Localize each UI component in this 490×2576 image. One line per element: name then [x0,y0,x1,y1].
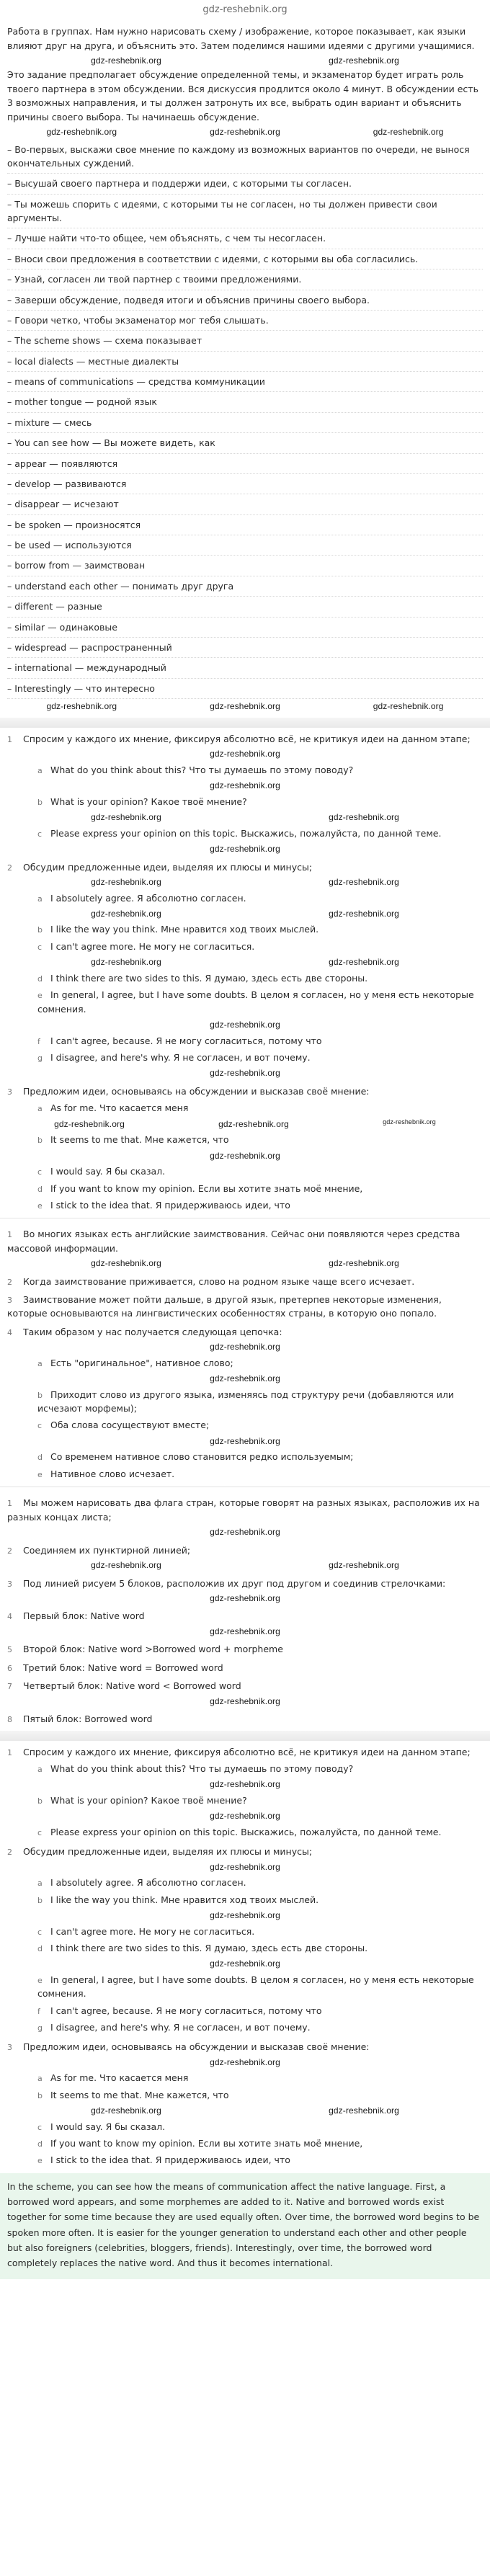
phrase-2c: I can't agree more. Не могу не согласиться. [50,940,255,952]
statement-1: Во многих языках есть английские заимствования. Сейчас они появляются через средства массовой информации. [7,1229,460,1254]
watermark: gdz-reshebnik.org [210,1373,280,1384]
watermark: gdz-reshebnik.org [210,1626,280,1636]
drawing-step-4: Первый блок: Native word [23,1610,145,1622]
drawing-step-2: Соединяем их пунктирной линией; [23,1544,191,1556]
phrase-2e: In general, I agree, but I have some doubts. В целом я согласен, но у меня есть некоторые сомнения. [37,1974,474,2000]
phrase-3b: It seems to me that. Мне кажется, что [50,2089,229,2100]
watermark: gdz-reshebnik.org [54,1118,125,1129]
task-2: Обсудим предложенные идеи, выделяя их плюсы и минусы; [23,1846,313,1858]
statement-2: Когда заимствование приживается, слово на родном языке чаще всего исчезает. [23,1275,415,1287]
list-item: – borrow from — заимствован [7,556,483,576]
watermark: gdz-reshebnik.org [329,1258,399,1269]
watermark: gdz-reshebnik.org [210,1909,280,1920]
watermark: gdz-reshebnik.org [210,1150,280,1161]
phrase-1b: What is your opinion? Какое твоё мнение? [50,1794,247,1806]
phrase-2d: I think there are two sides to this. Я думаю, здесь есть две стороны. [50,1942,368,1953]
watermark: gdz-reshebnik.org [329,957,399,968]
statement-3: Заимствование может пойти дальше, в другой язык, претерпев некоторые изменения, которые основываются на лингвистических особенностях страны, в которую оно попало. [7,1294,442,1319]
watermark: gdz-reshebnik.org [91,908,161,919]
list-item: – Заверши обсуждение, подведя итоги и объяснив причины своего выбора. [7,290,483,311]
task-1: Спросим у каждого их мнение, фиксируя абсолютно всё, не критикуя идеи на данном этапе; [23,733,471,744]
watermark: gdz-reshebnik.org [91,957,161,968]
phrase-3e: I stick to the idea that. Я придерживаюсь идеи, что [50,1199,290,1211]
phrase-2b: I like the way you think. Мне нравится ход твоих мыслей. [50,1894,319,1905]
watermark: gdz-reshebnik.org [210,1695,280,1706]
list-item: – Высушай своего партнера и поддержи идеи, с которыми ты согласен. [7,174,483,194]
phrase-1c: Please express your opinion on this topic. Выскажись, пожалуйста, по данной теме. [50,1826,442,1837]
site-link[interactable]: gdz-reshebnik.org [202,4,288,15]
phrase-2d: I think there are two sides to this. Я думаю, здесь есть две стороны. [50,972,368,984]
watermark: gdz-reshebnik.org [210,1435,280,1446]
phrase-2g: I disagree, and here's why. Я не согласен, и вот почему. [50,1051,311,1063]
list-item: – mixture — смесь [7,413,483,433]
watermark: gdz-reshebnik.org [210,1068,280,1079]
watermark: gdz-reshebnik.org [218,1118,289,1129]
list-item: – appear — появляются [7,454,483,474]
list-item: – be used — используются [7,535,483,556]
list-item: – Interestingly — что интересно [7,679,483,699]
watermark: gdz-reshebnik.org [210,1019,280,1030]
watermark: gdz-reshebnik.org [329,55,399,66]
phrase-1a: What do you think about this? Что ты думаешь по этому поводу? [50,764,354,775]
intro-task: Работа в группах. Нам нужно нарисовать схему / изображение, которое показывает, как языки влияют друг на друга, и объяснить это. Затем поделимся нашими идеями с другими учащимися. [7,26,475,51]
list-item: – Вноси свои предложения в соответствии с идеями, с которыми вы оба согласились. [7,249,483,269]
watermark: gdz-reshebnik.org [91,1559,161,1570]
drawing-step-6: Третий блок: Native word = Borrowed word [23,1662,223,1673]
watermark: gdz-reshebnik.org [46,701,117,712]
phrase-2g: I disagree, and here's why. Я не согласен, и вот почему. [50,2022,311,2033]
list-item: – international — международный [7,658,483,678]
watermark: gdz-reshebnik.org [210,1811,280,1822]
chain-b: Приходит слово из другого языка, изменяясь под структуру речи (добавляются или исчезают морфемы); [37,1389,455,1414]
drawing-step-7: Четвертый блок: Native word < Borrowed word [23,1680,241,1692]
list-item: – develop — развиваются [7,474,483,494]
drawing-step-5: Второй блок: Native word >Borrowed word + morpheme [23,1644,283,1655]
phrase-3c: I would say. Я бы сказал. [50,1166,166,1177]
watermark: gdz-reshebnik.org [91,1258,161,1269]
watermark: gdz-reshebnik.org [210,1526,280,1537]
phrase-3d: If you want to know my opinion. Если вы хотите знать моё мнение, [50,1182,363,1194]
watermark: gdz-reshebnik.org [210,1342,280,1352]
watermark: gdz-reshebnik.org [46,126,117,137]
section-divider [0,718,490,728]
phrase-1a: What do you think about this? Что ты думаешь по этому поводу? [50,1762,354,1774]
list-item: – mother tongue — родной язык [7,392,483,412]
watermark: gdz-reshebnik.org [91,55,161,66]
phrase-2f: I can't agree, because. Я не могу согласиться, потому что [50,1035,322,1046]
watermark: gdz-reshebnik.org [329,1559,399,1570]
task-1: Спросим у каждого их мнение, фиксируя абсолютно всё, не критикуя идеи на данном этапе; [23,1746,471,1757]
watermark: gdz-reshebnik.org [329,908,399,919]
borrowing-explanation: 1 Во многих языках есть английские заимствования. Сейчас они появляются через средства массовой информации. gdz-reshebnik.org gdz-reshebnik.org 2 Когда заимствование приживается, слово на родном языке чаще всего исчезает. 3 Заимствование может пойти дальше, в другой язык, претерпев некоторые изменения, которые основываются на лингвистических особенностях страны, в которую оно попало. 4 Таким образом у нас получается следующая цепочка: gdz-reshebnik.org a Есть "оригинальное", нативное слово; gdz-reshebnik.org b Приходит слово из другого языка, изменяясь под структуру речи (добавляются или исчезают морфемы); c Оба слова сосуществуют вместе; gdz-reshebnik.org d Со временем нативное слово становится редко используемым; e Нативное слово исчезает. [0,1218,490,1482]
watermark: gdz-reshebnik.org [91,811,161,822]
list-item: – means of communications — средства коммуникации [7,372,483,392]
watermark: gdz-reshebnik.org [91,2105,161,2116]
phrase-1b: What is your opinion? Какое твоё мнение? [50,795,247,807]
list-item: – widespread — распространенный [7,638,483,658]
chain-c: Оба слова сосуществуют вместе; [50,1420,210,1431]
phrase-2a: I absolutely agree. Я абсолютно согласен. [50,1877,246,1889]
phrase-3a: As for me. Что касается меня [50,2072,189,2084]
list-item: – similar — одинаковые [7,618,483,638]
watermark: gdz-reshebnik.org [210,126,280,137]
chain-a: Есть "оригинальное", нативное слово; [50,1357,233,1368]
phrase-3c: I would say. Я бы сказал. [50,2121,166,2132]
drawing-step-3: Под линией рисуем 5 блоков, расположив их друг под другом и соединив стрелочками: [23,1577,446,1589]
drawing-step-1: Мы можем нарисовать два флага стран, которые говорят на разных языках, расположив их на разных концах листа; [7,1497,480,1523]
phrase-3d: If you want to know my opinion. Если вы хотите знать моё мнение, [50,2138,363,2149]
phrase-3e: I stick to the idea that. Я придерживаюсь идеи, что [50,2154,290,2166]
watermark: gdz-reshebnik.org [210,1592,280,1603]
phrase-2f: I can't agree, because. Я не могу согласиться, потому что [50,2005,322,2016]
watermark: gdz-reshebnik.org [329,811,399,822]
drawing-instructions: 1 Мы можем нарисовать два флага стран, которые говорят на разных языках, расположив их на разных концах листа; gdz-reshebnik.org 2 Соединяем их пунктирной линией; gdz-reshebnik.org gdz-reshebnik.org 3 Под линией рисуем 5 блоков, расположив их друг под другом и соединив стрелочками: gdz-reshebnik.org 4 Первый блок: Native word gdz-reshebnik.org 5 Второй блок: Native word >Borrowed word + morpheme 6 Третий блок: Native word = Borrowed word 7 Четвертый блок: Native word < Borrowed word gdz-reshebnik.org 8 Пятый блок: Borrowed word [0,1487,490,1726]
list-item: – You can see how — Вы можете видеть, как [7,433,483,453]
list-item: – The scheme shows — схема показывает [7,331,483,351]
task-3: Предложим идеи, основываясь на обсуждении и высказав своё мнение: [23,1085,370,1097]
list-item: – Говори четко, чтобы экзаменатор мог тебя слышать. [7,311,483,331]
section-divider [0,1731,490,1741]
list-item: – Ты можешь спорить с идеями, с которыми ты не согласен, но ты должен привести свои аргументы. [7,195,483,229]
phrase-2e: In general, I agree, but I have some doubts. В целом я согласен, но у меня есть некоторые сомнения. [37,989,474,1015]
list-item: – be spoken — произносятся [7,515,483,535]
watermark: gdz-reshebnik.org [210,1779,280,1790]
watermark: gdz-reshebnik.org [210,780,280,791]
phrase-2b: I like the way you think. Мне нравится ход твоих мыслей. [50,924,319,935]
discussion-phrases-repeat: 1 Спросим у каждого их мнение, фиксируя абсолютно всё, не критикуя идеи на данном этапе; a What do you think about this? Что ты думаешь по этому поводу? gdz-reshebnik.org b What is your opinion? Какое твоё мнение? gdz-reshebnik.org c Please express your opinion on this topic. Выскажись, пожалуйста, по данной теме. 2 Обсудим предложенные идеи, выделяя их плюсы и минусы; gdz-reshebnik.org a I absolutely agree. Я абсолютно согласен. b I like the way you think. Мне нравится ход твоих мыслей. gdz-reshebnik.org c I can't agree more. Не могу не согласиться. d I think there are two sides to this. Я думаю, здесь есть две стороны. gdz-reshebnik.org e In general, I agree, but I have some doubts. В целом я согласен, но у меня есть некоторые сомнения. f I can't agree, because. Я не могу согласиться, потому что g I disagree, and here's why. Я не согласен, и вот почему. 3 Предложим идеи, основываясь на обсуждении и высказав своё мнение: gdz-reshebnik.org a As for me. Что касается меня b It seems to me that. Мне кажется, что gdz-reshebnik.org gdz-reshebnik.org c I would say. Я бы сказал. d If you want to know my opinion. Если вы хотите знать моё мнение, e I stick to the idea that. Я придерживаюсь идеи, что [7,1746,474,2166]
watermark: gdz-reshebnik.org [210,1861,280,1872]
watermark: gdz-reshebnik.org [210,749,280,759]
list-item: – Во-первых, выскажи свое мнение по каждому из возможных вариантов по очереди, не вынося окончательных суждений. [7,140,483,174]
watermark: gdz-reshebnik.org [383,1118,436,1126]
watermark: gdz-reshebnik.org [373,126,444,137]
statement-4: Таким образом у нас получается следующая цепочка: [23,1326,282,1337]
list-item: – different — разные [7,597,483,617]
phrase-3a: As for me. Что касается меня [50,1102,189,1114]
chain-e: Нативное слово исчезает. [50,1468,175,1479]
english-summary-text: In the scheme, you can see how the means of communication affect the native language. First, a borrowed word appears, and some morphemes are added to it. Native and borrowed words exist together for some time because they are used equally often. Over time, the borrowed word begins to be spoken more often. It is easier for the younger generation to understand each other and other people but also foreigners (celebrities, bloggers, friends). Interestingly, over time, the borrowed word completely replaces the native word. And thus it becomes international. [7,2180,480,2269]
english-summary [0,2173,490,2280]
list-item: – local dialects — местные диалекты [7,352,483,372]
phrase-2c: I can't agree more. Не могу не согласиться. [50,1925,255,1937]
tips-list [0,140,490,700]
phrase-1c: Please express your opinion on this topic. Выскажись, пожалуйста, по данной теме. [50,827,442,839]
phrase-2a: I absolutely agree. Я абсолютно согласен. [50,892,246,904]
watermark: gdz-reshebnik.org [91,876,161,887]
task-3: Предложим идеи, основываясь на обсуждении и высказав своё мнение: [23,2041,370,2053]
intro-instructions: Это задание предполагает обсуждение определенной темы, и экзаменатор будет играть роль твоего партнера в этом обсуждении. Вся дискуссия продлится около 4 минут. В обсуждении есть 3 возможных направления, и ты должен затронуть их все, выбрать один вариант и объяснить причины своего выбора. Ты начинаешь обсуждение. [7,69,478,122]
chain-d: Со временем нативное слово становится редко используемым; [50,1451,354,1463]
drawing-step-8: Пятый блок: Borrowed word [23,1713,153,1725]
list-item: – Лучше найти что-то общее, чем объяснять, с чем ты несогласен. [7,228,483,249]
discussion-phrases: 1 Спросим у каждого их мнение, фиксируя абсолютно всё, не критикуя идеи на данном этапе; gdz-reshebnik.org a What do you think about this? Что ты думаешь по этому поводу? gdz-reshebnik.org b What is your opinion? Какое твоё мнение? gdz-reshebnik.org gdz-reshebnik.org c Please express your opinion on this topic. Выскажись, пожалуйста, по данной теме. gdz-reshebnik.org 2 Обсудим предложенные идеи, выделяя их плюсы и минусы; gdz-reshebnik.org gdz-reshebnik.org a I absolutely agree. Я абсолютно согласен. gdz-reshebnik.org gdz-reshebnik.org b I like the way you think. Мне нравится ход твоих мыслей. c I can't agree more. Не могу не согласиться. gdz-reshebnik.org gdz-reshebnik.org d I think there are two sides to this. Я думаю, здесь есть две стороны. e In general, I agree, but I have some doubts. В целом я согласен, но у меня есть некоторые сомнения. gdz-reshebnik.org f I can't agree, because. Я не могу согласиться, потому что g I disagree, and here's why. Я не согласен, и вот почему. gdz-reshebnik.org 3 Предложим идеи, основываясь на обсуждении и высказав своё мнение: a As for me. Что касается меня gdz-reshebnik.org gdz-reshebnik.org gdz-reshebnik.org b It seems to me that. Мне кажется, что gdz-reshebnik.org c I would say. Я бы сказал. d If you want to know my opinion. Если вы хотите знать моё мнение, e I stick to the idea that. Я придерживаюсь идеи, что [7,733,474,1211]
watermark: gdz-reshebnik.org [329,2105,399,2116]
list-item: – understand each other — понимать друг друга [7,576,483,597]
phrase-3b: It seems to me that. Мне кажется, что [50,1134,229,1146]
list-item: – Узнай, согласен ли твой партнер с твоими предложениями. [7,269,483,290]
watermark: gdz-reshebnik.org [210,843,280,854]
watermark: gdz-reshebnik.org [373,701,444,712]
watermark: gdz-reshebnik.org [210,2056,280,2067]
task-2: Обсудим предложенные идеи, выделяя их плюсы и минусы; [23,861,313,873]
intro [0,22,490,124]
watermark: gdz-reshebnik.org [329,876,399,887]
watermark: gdz-reshebnik.org [210,701,280,712]
watermark: gdz-reshebnik.org [210,1958,280,1969]
list-item: – disappear — исчезают [7,494,483,514]
